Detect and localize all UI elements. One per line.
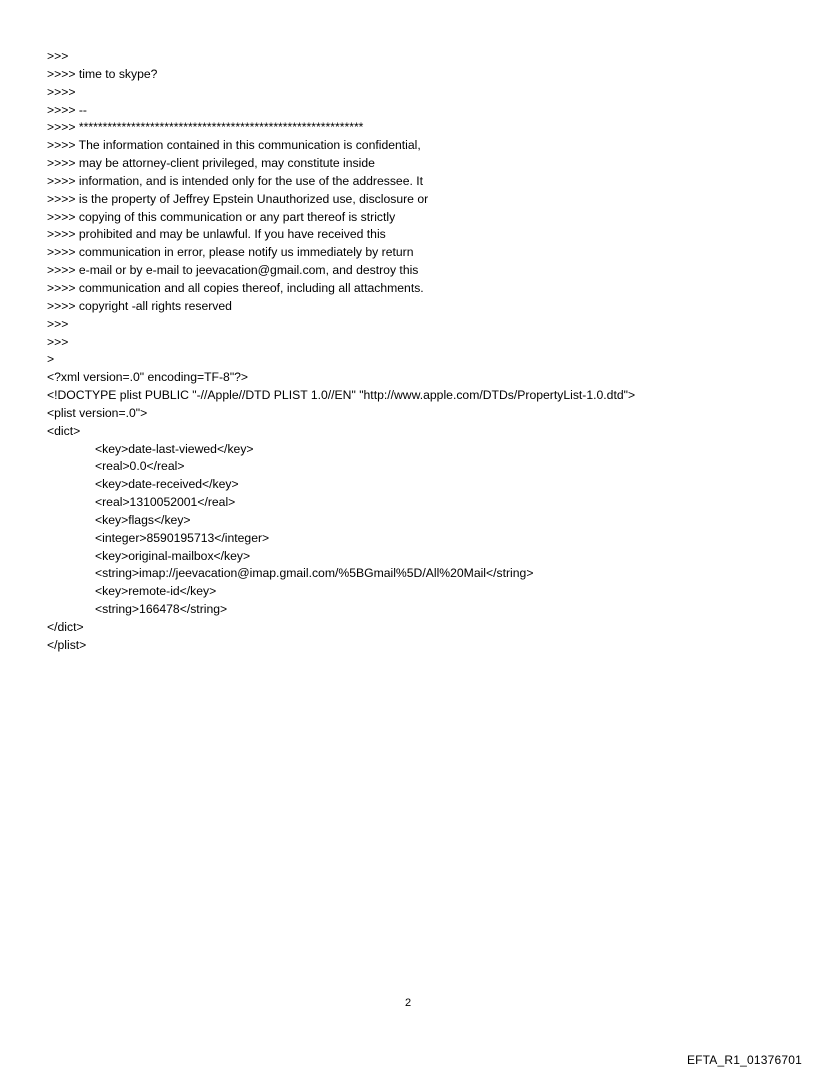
text-line: >: [47, 352, 55, 367]
text-line: >>>> is the property of Jeffrey Epstein Unauthorized use, disclosure or: [47, 191, 429, 206]
document-body: [47, 48, 787, 655]
text-line: >>>> may be attorney-client privileged, may constitute inside: [47, 156, 375, 171]
text-line: >>>> ************************************************************: [47, 120, 364, 135]
plist-entry: <key>date-received</key>: [95, 477, 239, 492]
text-line: >>>> time to skype?: [47, 66, 158, 81]
text-line: >>>>: [47, 84, 76, 99]
plist-entry: <key>flags</key>: [95, 512, 191, 527]
text-line: >>>> copyright -all rights reserved: [47, 298, 232, 313]
plist-entry: <key>date-last-viewed</key>: [95, 441, 254, 456]
document-id: EFTA_R1_01376701: [686, 1053, 802, 1067]
text-line: >>>: [47, 316, 69, 331]
plist-entry: <key>remote-id</key>: [95, 584, 217, 599]
plist-entry: <string>imap://jeevacation@imap.gmail.com/%5BGmail%5D/All%20Mail</string>: [95, 566, 534, 581]
text-line: >>>> information, and is intended only for the use of the addressee. It: [47, 173, 424, 188]
text-line: >>>> The information contained in this communication is confidential,: [47, 138, 421, 153]
text-line: >>>> e-mail or by e-mail to jeevacation@gmail.com, and destroy this: [47, 263, 419, 278]
text-line: >>>: [47, 334, 69, 349]
plist-open-tag: <plist version=.0">: [47, 405, 148, 420]
xml-declaration: <?xml version=.0" encoding=TF-8"?>: [47, 370, 249, 385]
text-line: >>>> --: [47, 102, 87, 117]
plist-entry: <integer>8590195713</integer>: [95, 530, 270, 545]
plist-entry: <real>1310052001</real>: [95, 495, 236, 510]
text-line: >>>> communication and all copies thereof, including all attachments.: [47, 280, 424, 295]
plist-entry: <real>0.0</real>: [95, 459, 185, 474]
text-line: >>>: [47, 49, 69, 63]
plist-close-tag: </plist>: [47, 637, 87, 652]
dict-open-tag: <dict>: [47, 423, 81, 438]
text-line: >>>> communication in error, please notify us immediately by return: [47, 245, 414, 260]
text-line: >>>> copying of this communication or any part thereof is strictly: [47, 209, 396, 224]
text-line: >>>> prohibited and may be unlawful. If you have received this: [47, 227, 386, 242]
plist-entry: <key>original-mailbox</key>: [95, 548, 251, 563]
plist-entry: <string>166478</string>: [95, 602, 228, 617]
dict-close-tag: </dict>: [47, 620, 84, 634]
page-number: 2: [404, 997, 412, 1009]
doctype-line: <!DOCTYPE plist PUBLIC "-//Apple//DTD PLIST 1.0//EN" "http://www.apple.com/DTDs/PropertyList-1.0.dtd">: [47, 388, 636, 403]
